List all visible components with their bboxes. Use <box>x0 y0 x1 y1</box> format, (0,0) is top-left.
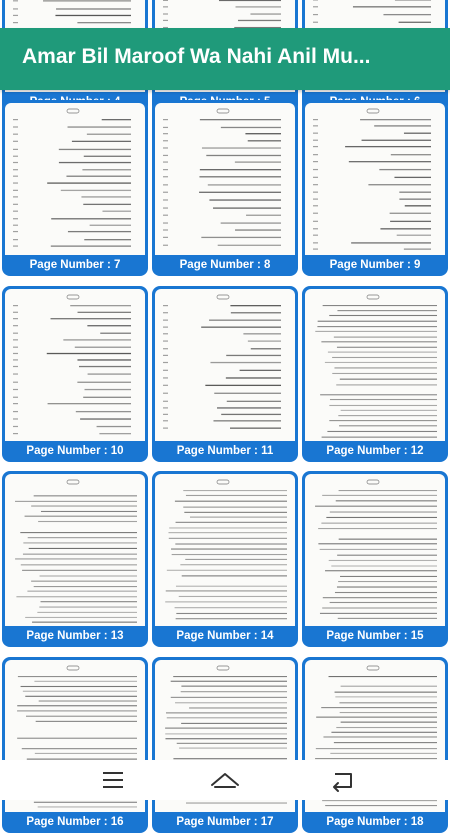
page-scan-texture <box>5 474 145 626</box>
page-card[interactable] <box>2 471 148 647</box>
page-thumbnail <box>305 103 445 255</box>
page-number-label: Page Number : 11 <box>176 445 274 457</box>
menu-icon[interactable] <box>91 766 135 794</box>
page-scan-texture <box>305 103 445 255</box>
page-title: Amar Bil Maroof Wa Nahi Anil Mu... <box>22 45 371 68</box>
page-number-label: Page Number : 7 <box>29 259 121 271</box>
page-card[interactable] <box>152 286 298 462</box>
page-number-label: Page Number : 9 <box>329 259 421 271</box>
page-scan-texture <box>305 289 445 441</box>
page-card[interactable] <box>152 471 298 647</box>
page-card[interactable] <box>2 100 148 276</box>
page-card[interactable] <box>302 100 448 276</box>
back-icon[interactable] <box>321 766 365 794</box>
page-number-label: Page Number : 15 <box>326 630 424 642</box>
page-number-label: Page Number : 8 <box>179 259 271 271</box>
page-thumbnail <box>155 289 295 441</box>
page-thumbnail <box>5 474 145 626</box>
page-thumbnail <box>5 103 145 255</box>
page-card[interactable] <box>152 657 298 833</box>
page-card[interactable] <box>2 286 148 462</box>
page-scan-texture <box>305 474 445 626</box>
page-thumbnail <box>305 474 445 626</box>
page-number-label: Page Number : 13 <box>26 630 124 642</box>
page-number-label: Page Number : 12 <box>326 445 424 457</box>
page-number-label: Page Number : 10 <box>26 445 124 457</box>
home-icon[interactable] <box>203 766 247 794</box>
app-toolbar <box>0 28 450 90</box>
page-number-label: Page Number : 16 <box>26 816 124 828</box>
page-card[interactable] <box>2 657 148 833</box>
page-card[interactable] <box>152 100 298 276</box>
page-card[interactable] <box>302 286 448 462</box>
page-scan-texture <box>5 289 145 441</box>
page-thumbnail <box>5 289 145 441</box>
page-scan-texture <box>155 474 295 626</box>
page-thumbnail <box>155 103 295 255</box>
page-card[interactable] <box>302 471 448 647</box>
page-thumbnail <box>305 289 445 441</box>
page-thumbnail <box>155 474 295 626</box>
page-number-label: Page Number : 17 <box>176 816 274 828</box>
system-nav-bar <box>0 760 450 800</box>
page-scan-texture <box>5 103 145 255</box>
page-card[interactable] <box>302 657 448 833</box>
page-grid[interactable] <box>0 90 450 828</box>
page-number-label: Page Number : 18 <box>326 816 424 828</box>
page-scan-texture <box>155 103 295 255</box>
page-scan-texture <box>155 289 295 441</box>
page-number-label: Page Number : 14 <box>176 630 274 642</box>
